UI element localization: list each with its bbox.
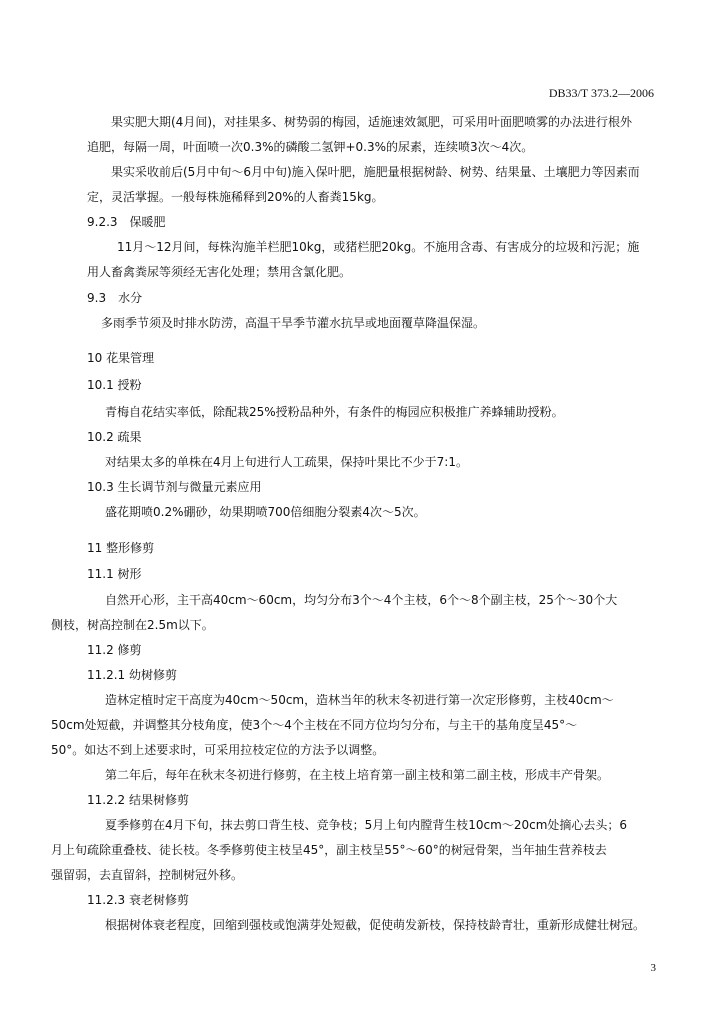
paragraph-line: 造林定植时定干高度为40cm～50cm，造林当年的秋末冬初进行第一次定形修剪，主枝40cm～ — [105, 693, 614, 707]
section-heading: 11.2.3 衰老树修剪 — [87, 893, 189, 907]
section-heading: 10.2 疏果 — [87, 430, 142, 444]
chapter-heading: 11 整形修剪 — [87, 541, 155, 555]
section-heading: 9.3 水分 — [87, 291, 143, 305]
paragraph-line: 第二年后，每年在秋末冬初进行修剪，在主枝上培育第一副主枝和第二副主枝，形成丰产骨架。 — [105, 768, 610, 782]
paragraph-line: 月上旬疏除重叠枝、徒长枝。冬季修剪使主枝呈45°，副主枝呈55°～60°的树冠骨架，当年抽生营养枝去 — [51, 843, 607, 857]
paragraph-line: 根据树体衰老程度，回缩到强枝或饱满芽处短截，促使萌发新枝，保持枝龄青壮，重新形成健壮树冠。 — [105, 918, 646, 932]
section-heading: 11.2.2 结果树修剪 — [87, 793, 189, 807]
standard-code: DB33/T 373.2—2006 — [548, 86, 654, 100]
section-heading: 11.2.1 幼树修剪 — [87, 668, 177, 682]
paragraph-line: 50cm处短截，并调整其分枝角度，使3个～4个主枝在不同方位均匀分布，与主干的基角度呈45°～ — [51, 718, 578, 732]
paragraph-line: 夏季修剪在4月下旬，抹去剪口背生枝、竞争枝；5月上旬内膛背生枝10cm～20cm处摘心去头；6 — [105, 818, 628, 832]
paragraph-line: 自然开心形，主干高40cm～60cm，均匀分布3个～4个主枝，6个～8个副主枝，25个～30个大 — [105, 593, 618, 607]
paragraph-line: 11月～12月间，每株沟施羊栏肥10kg，或猪栏肥20kg。不施用含毒、有害成分的垃圾和污泥；施 — [117, 240, 640, 254]
paragraph-line: 追肥，每隔一周，叶面喷一次0.3%的磷酸二氢钾+0.3%的尿素，连续喷3次～4次。 — [87, 140, 534, 154]
page-number: 3 — [650, 962, 656, 974]
paragraph-line: 强留弱，去直留斜，控制树冠外移。 — [51, 868, 244, 882]
paragraph-line: 果实肥大期(4月间)，对挂果多、树势弱的梅园，适施速效氮肥，可采用叶面肥喷雾的办法进行根外 — [111, 115, 633, 129]
paragraph-line: 用人畜禽粪尿等须经无害化处理；禁用含氯化肥。 — [87, 265, 352, 279]
paragraph-line: 青梅自花结实率低，除配栽25%授粉品种外，有条件的梅园应积极推广养蜂辅助授粉。 — [105, 405, 564, 419]
section-heading: 11.2 修剪 — [87, 643, 142, 657]
paragraph-line: 定，灵活掌握。一般每株施稀释到20%的人畜粪15kg。 — [87, 190, 384, 204]
paragraph-line: 50°。如达不到上述要求时，可采用拉枝定位的方法予以调整。 — [51, 743, 385, 757]
paragraph-line: 侧枝，树高控制在2.5m以下。 — [51, 618, 214, 632]
section-heading: 11.1 树形 — [87, 567, 142, 581]
paragraph-line: 多雨季节须及时排水防涝，高温干旱季节灌水抗旱或地面覆草降温保湿。 — [101, 316, 486, 330]
paragraph-line: 对结果太多的单株在4月上旬进行人工疏果，保持叶果比不少于7:1。 — [105, 455, 468, 469]
section-heading: 10.3 生长调节剂与微量元素应用 — [87, 480, 262, 494]
paragraph-line: 盛花期喷0.2%硼砂，幼果期喷700倍细胞分裂素4次～5次。 — [105, 505, 426, 519]
section-heading: 10.1 授粉 — [87, 378, 142, 392]
section-heading: 9.2.3 保暖肥 — [87, 215, 166, 229]
paragraph-line: 果实采收前后(5月中旬～6月中旬)施入保叶肥，施肥量根据树龄、树势、结果量、土壤肥力等因素而 — [111, 165, 640, 179]
chapter-heading: 10 花果管理 — [87, 351, 155, 365]
